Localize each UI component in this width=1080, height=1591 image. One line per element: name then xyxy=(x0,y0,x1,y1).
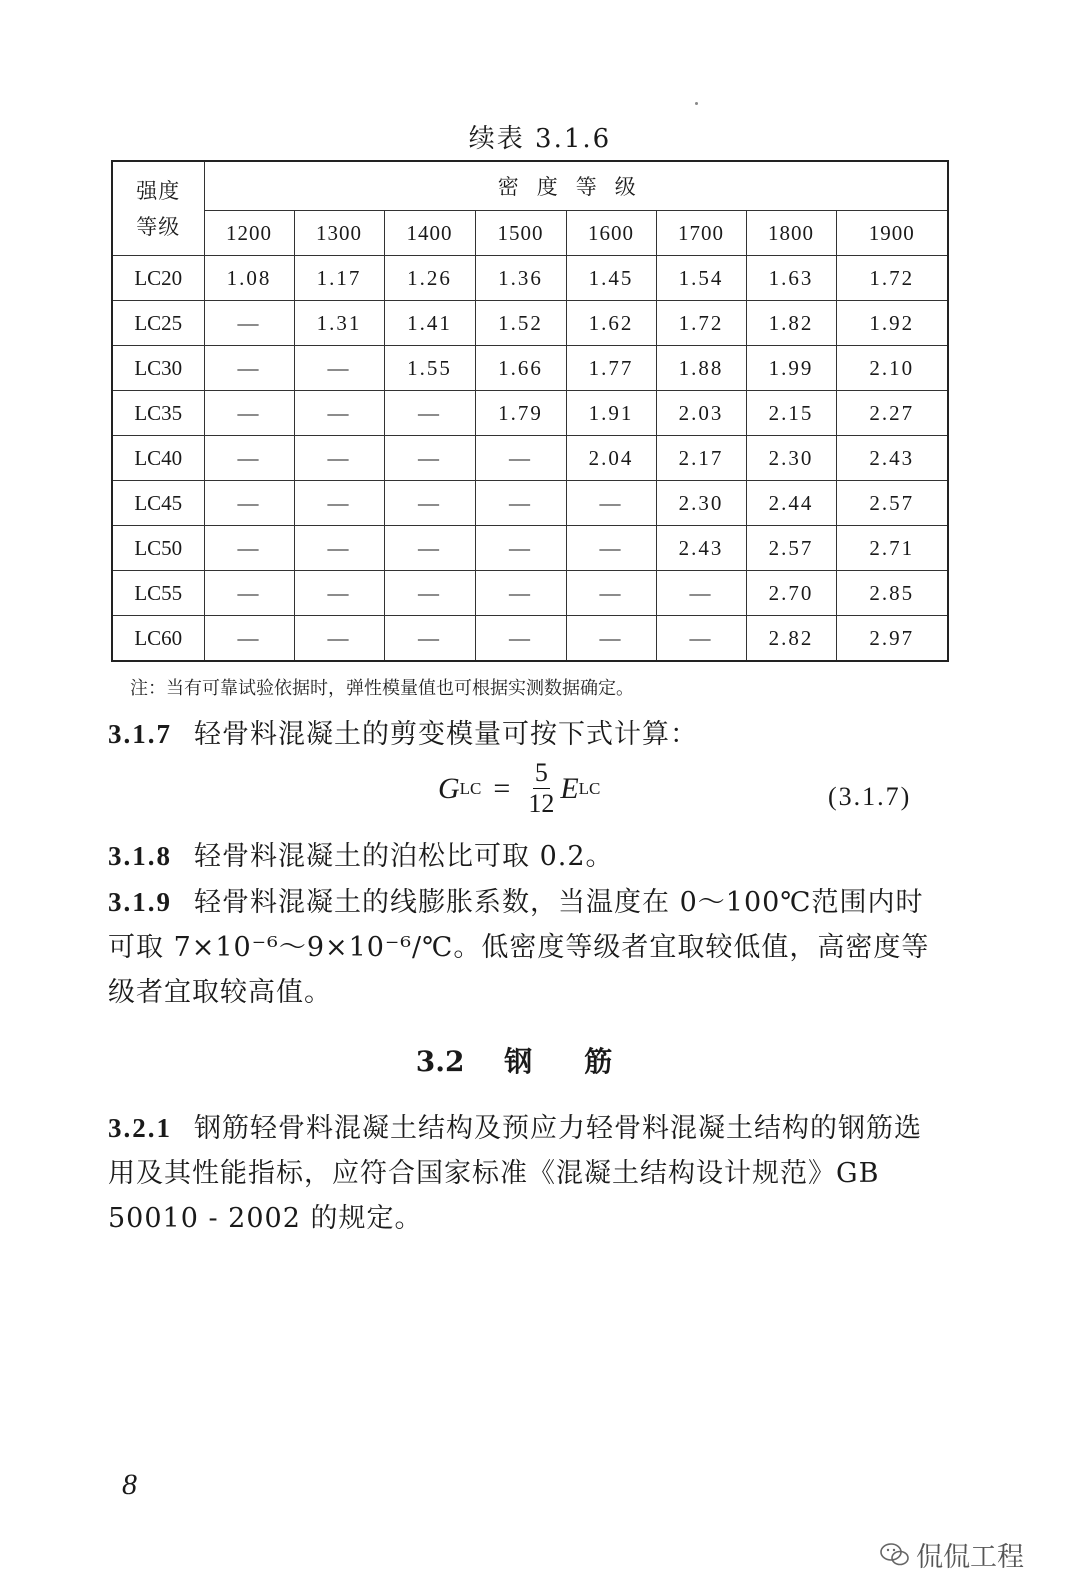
grade-cell: LC60 xyxy=(112,616,204,662)
density-header-row xyxy=(112,211,948,256)
clause-text: 轻骨料混凝土的剪变模量可按下式计算： xyxy=(194,719,698,750)
value-cell: 2.30 xyxy=(656,481,746,526)
value-cell: — xyxy=(656,571,746,616)
grade-cell: LC50 xyxy=(112,526,204,571)
value-cell: — xyxy=(204,346,294,391)
value-cell: 2.03 xyxy=(656,391,746,436)
value-cell: 1.54 xyxy=(656,256,746,301)
watermark-text: 侃侃工程 xyxy=(916,1542,1024,1573)
value-cell: 1.36 xyxy=(475,256,566,301)
value-cell: — xyxy=(656,616,746,662)
value-cell: — xyxy=(475,436,566,481)
page-number: 8 xyxy=(122,1468,137,1501)
grade-cell: LC20 xyxy=(112,256,204,301)
value-cell: — xyxy=(204,391,294,436)
value-cell: — xyxy=(204,301,294,346)
value-cell: 1.66 xyxy=(475,346,566,391)
formula-rhs: E xyxy=(560,771,579,805)
value-cell: — xyxy=(294,391,384,436)
table-row xyxy=(112,256,948,301)
clause-text: 轻骨料混凝土的线膨胀系数，当温度在 0～100℃范围内时可取 7×10⁻⁶～9×10⁻⁶/℃。低密度等级者宜取较低值，高密度等级者宜取较高值。 xyxy=(108,887,930,1008)
clause-text: 钢筋轻骨料混凝土结构及预应力轻骨料混凝土结构的钢筋选用及其性能指标，应符合国家标准《混凝土结构设计规范》GB 50010 - 2002 的规定。 xyxy=(108,1113,922,1234)
density-header: 1800 xyxy=(746,211,836,256)
value-cell: 1.41 xyxy=(384,301,475,346)
value-cell: 1.08 xyxy=(204,256,294,301)
value-cell: — xyxy=(294,436,384,481)
value-cell: 2.44 xyxy=(746,481,836,526)
formula-fraction xyxy=(528,758,554,819)
table-row xyxy=(112,391,948,436)
density-header: 1500 xyxy=(475,211,566,256)
table-caption: 续表 3.1.6 xyxy=(468,124,612,154)
table-row xyxy=(112,526,948,571)
table-row xyxy=(112,616,948,662)
value-cell: — xyxy=(384,391,475,436)
value-cell: 1.62 xyxy=(566,301,656,346)
value-cell: 2.30 xyxy=(746,436,836,481)
table-row xyxy=(112,481,948,526)
value-cell: 2.27 xyxy=(836,391,948,436)
value-cell: — xyxy=(204,481,294,526)
speck xyxy=(695,102,698,105)
value-cell: 2.82 xyxy=(746,616,836,662)
value-cell: — xyxy=(475,616,566,662)
value-cell: 2.15 xyxy=(746,391,836,436)
value-cell: 1.45 xyxy=(566,256,656,301)
value-cell: 1.55 xyxy=(384,346,475,391)
value-cell: — xyxy=(294,346,384,391)
value-cell: — xyxy=(204,526,294,571)
section-title: 钢筋 xyxy=(504,1045,665,1078)
value-cell: 2.71 xyxy=(836,526,948,571)
density-header: 1600 xyxy=(566,211,656,256)
value-cell: — xyxy=(204,616,294,662)
value-cell: — xyxy=(566,616,656,662)
corner-line2: 等级 xyxy=(136,214,181,239)
value-cell: — xyxy=(475,571,566,616)
value-cell: — xyxy=(384,616,475,662)
grade-cell: LC30 xyxy=(112,346,204,391)
value-cell: 1.72 xyxy=(656,301,746,346)
clause-number: 3.2.1 xyxy=(108,1113,172,1143)
value-cell: — xyxy=(204,571,294,616)
formula-eq: = xyxy=(493,771,511,805)
value-cell: — xyxy=(384,571,475,616)
value-cell: 1.63 xyxy=(746,256,836,301)
clause-3-1-7 xyxy=(108,712,948,757)
formula-lhs: G xyxy=(438,771,460,805)
corner-header xyxy=(112,161,204,256)
section-number: 3.2 xyxy=(415,1045,465,1078)
value-cell: 1.79 xyxy=(475,391,566,436)
corner-line1: 强度 xyxy=(136,178,181,203)
value-cell: 1.72 xyxy=(836,256,948,301)
density-header: 1300 xyxy=(294,211,384,256)
table-row xyxy=(112,436,948,481)
table-row xyxy=(112,346,948,391)
value-cell: 1.82 xyxy=(746,301,836,346)
value-cell: — xyxy=(294,571,384,616)
value-cell: 1.88 xyxy=(656,346,746,391)
grade-cell: LC25 xyxy=(112,301,204,346)
formula-lhs-sub: LC xyxy=(459,778,482,798)
value-cell: 2.43 xyxy=(656,526,746,571)
value-cell: 2.10 xyxy=(836,346,948,391)
value-cell: — xyxy=(475,481,566,526)
value-cell: — xyxy=(384,526,475,571)
equation-number: (3.1.7) xyxy=(828,782,912,811)
value-cell: 1.91 xyxy=(566,391,656,436)
fraction-numerator: 5 xyxy=(534,758,548,787)
value-cell: 1.99 xyxy=(746,346,836,391)
value-cell: 2.97 xyxy=(836,616,948,662)
value-cell: 2.57 xyxy=(746,526,836,571)
formula-rhs-sub: LC xyxy=(578,778,601,798)
value-cell: 2.57 xyxy=(836,481,948,526)
value-cell: 1.92 xyxy=(836,301,948,346)
density-header: 1200 xyxy=(204,211,294,256)
value-cell: 2.70 xyxy=(746,571,836,616)
value-cell: — xyxy=(204,436,294,481)
density-header: 1900 xyxy=(836,211,948,256)
grade-cell: LC45 xyxy=(112,481,204,526)
value-cell: 1.26 xyxy=(384,256,475,301)
clause-text: 轻骨料混凝土的泊松比可取 0.2。 xyxy=(194,841,614,872)
clause-3-1-8 xyxy=(108,834,948,879)
table-row xyxy=(112,301,948,346)
value-cell: 1.31 xyxy=(294,301,384,346)
value-cell: — xyxy=(384,436,475,481)
value-cell: 2.17 xyxy=(656,436,746,481)
value-cell: — xyxy=(566,571,656,616)
grade-cell: LC55 xyxy=(112,571,204,616)
value-cell: 2.85 xyxy=(836,571,948,616)
modulus-table xyxy=(111,160,949,662)
density-header: 1400 xyxy=(384,211,475,256)
clause-3-1-9 xyxy=(108,880,948,1015)
grade-cell: LC40 xyxy=(112,436,204,481)
table-note: 注：当有可靠试验依据时，弹性模量值也可根据实测数据确定。 xyxy=(130,678,634,699)
table-row xyxy=(112,571,948,616)
value-cell: 1.17 xyxy=(294,256,384,301)
value-cell: — xyxy=(294,526,384,571)
value-cell: 2.04 xyxy=(566,436,656,481)
clause-number: 3.1.8 xyxy=(108,841,172,871)
fraction-denominator: 12 xyxy=(528,789,555,818)
clause-number: 3.1.7 xyxy=(108,719,172,749)
value-cell: — xyxy=(294,616,384,662)
value-cell: 1.52 xyxy=(475,301,566,346)
watermark xyxy=(880,1535,1024,1574)
density-group-header: 密度等级 xyxy=(204,161,948,211)
density-header: 1700 xyxy=(656,211,746,256)
value-cell: — xyxy=(294,481,384,526)
value-cell: — xyxy=(566,481,656,526)
value-cell: — xyxy=(475,526,566,571)
grade-cell: LC35 xyxy=(112,391,204,436)
value-cell: — xyxy=(566,526,656,571)
clause-3-2-1 xyxy=(108,1106,948,1241)
value-cell: 2.43 xyxy=(836,436,948,481)
value-cell: — xyxy=(384,481,475,526)
value-cell: 1.77 xyxy=(566,346,656,391)
section-heading xyxy=(0,1040,1080,1080)
shear-modulus-formula xyxy=(438,758,600,819)
clause-number: 3.1.9 xyxy=(108,887,172,917)
wechat-icon xyxy=(880,1542,910,1568)
